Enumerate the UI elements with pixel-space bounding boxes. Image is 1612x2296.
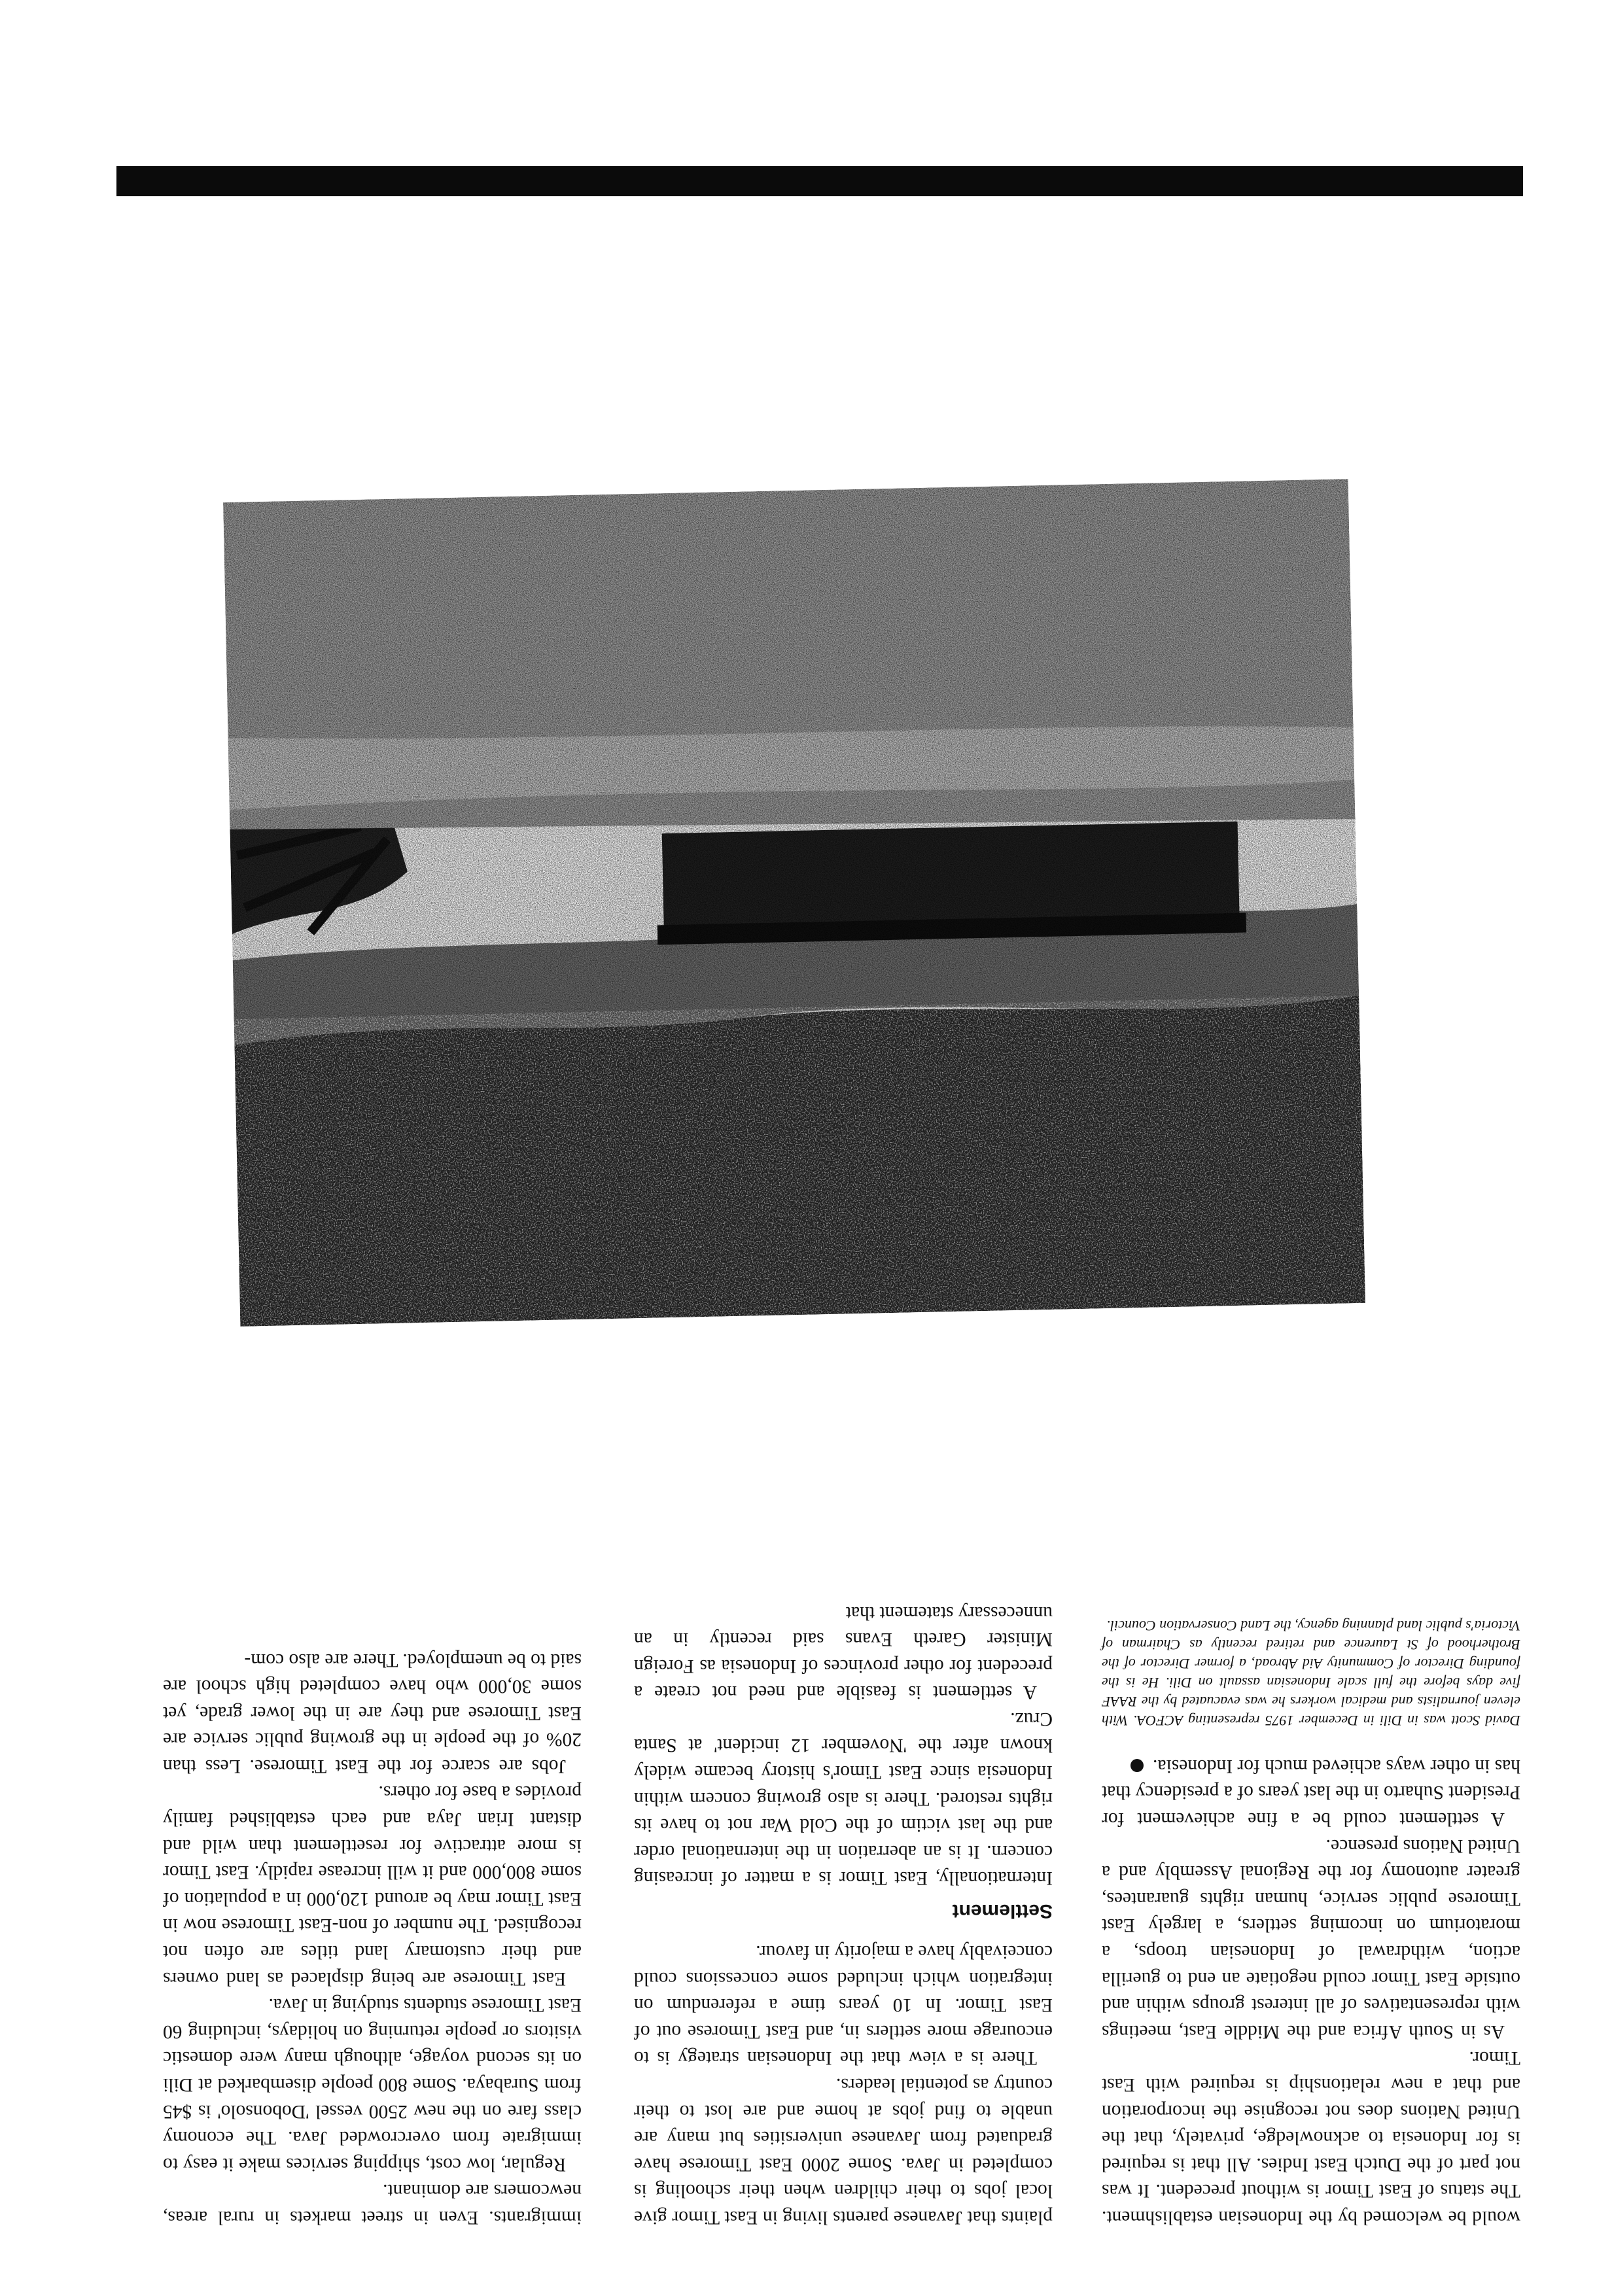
paragraph: Regular, low cost, shipping services make it easy to immigrate from overcrowded Java. The economy class fare on the new 2500 vessel 'Dobonsolo' is $45 from Surabaya. Some 800 people disembarked at Dili on its second voyage, although many were domestic visitors or people returning on holidays, including 60 East Timorese students studying in Java. [163, 1994, 582, 2175]
article-photo [223, 479, 1365, 1327]
paragraph: There is a view that the Indonesian strategy is to encourage more settlers in, and East Timorese out of East Timor. In 10 years time a referendum on integration which included some concessions could conceivably have a majority in favour. [634, 1941, 1053, 2069]
paragraph: East Timorese are being displaced as land owners and their customary land titles are often not recognised. The number of non-East Timorese now in East Timor may be around 120,000 in a population of some 800,000 and it will increase rapidly. East Timor is more attractive for resettlement than wild and distant Irian Jaya and each established family provides a base for others. [163, 1782, 582, 1989]
paragraph: As in South Africa and the Middle East, meetings with representatives of all interest groups within and outside East Timor could negotiate an end to guerilla action, withdrawal of Indonesian troops, a moratorium on incoming settlers, a largely East Timorese public service, human rights guarantees, greater autonomy for the Regional Assembly and a United Nations presence. [1102, 1835, 1520, 2042]
author-bio: David Scott was in Dili in December 1975 representing ACFOA. With eleven journalists and medical workers he was evacuated by the RAAF five days before the full scale Indonesian assault on Dili. He is the founding Director of Community Aid Abroad, a former Director of the Brotherhood of St Laurence and retired recently as Chairman of Victoria's public land planning agency, the Land Conservation Council. [1102, 1618, 1520, 1730]
paragraph: A settlement is feasible and need not create a precedent for other provinces of Indonesia as Foreign Minister Gareth Evans said recently in an unnecessary statement that [634, 1602, 1053, 1703]
paragraph: Internationally, East Timor is a matter of increasing concern. It is an aberration in the international order and the last victim of the Cold War not to have its rights restored. There is also growing concern within Indonesia since East Timor's history became widely known after the 'November 12 incident' at Santa Cruz. [634, 1708, 1053, 1889]
article-column-2 [634, 1599, 1053, 2231]
paragraph [1102, 1752, 1520, 1832]
article-column-1 [1102, 1616, 1520, 2231]
paragraph: would be welcomed by the Indonesian establishment. The status of East Timor is without precedent. It was not part of the Dutch East Indies. All that is required is for Indonesia to acknowledge, privately, that the United Nations does not recognise the incorporation and that a new relationship is required with East Timor. [1102, 2047, 1520, 2228]
paragraph: immigrants. Even in street markets in rural areas, newcomers are dominant. [163, 2180, 582, 2228]
paragraph-text: A settlement could be a fine achievement for President Suharto in the last years of a presidency that has in other ways achieved much for Indonesia. [1102, 1755, 1520, 1830]
section-subheading: Settlement [952, 1900, 1053, 1922]
paragraph: plaints that Javanese parents living in East Timor give local jobs to their children when their schooling is completed in Java. Some 2000 East Timorese have graduated from Javanese universities but many are unable to find jobs at home and are lost to their country as potential leaders. [634, 2074, 1053, 2228]
header-rule [116, 166, 1523, 196]
paragraph: Jobs are scarce for the East Timorese. Less than 20% of the people in the growing public service are East Timorese and they are in the lower grade, yet some 30,000 who have completed high school are said to be unemployed. There are also com- [163, 1649, 582, 1777]
photo-image [223, 479, 1365, 1327]
article-column-3 [163, 1646, 582, 2231]
end-mark-icon [1130, 1759, 1144, 1772]
